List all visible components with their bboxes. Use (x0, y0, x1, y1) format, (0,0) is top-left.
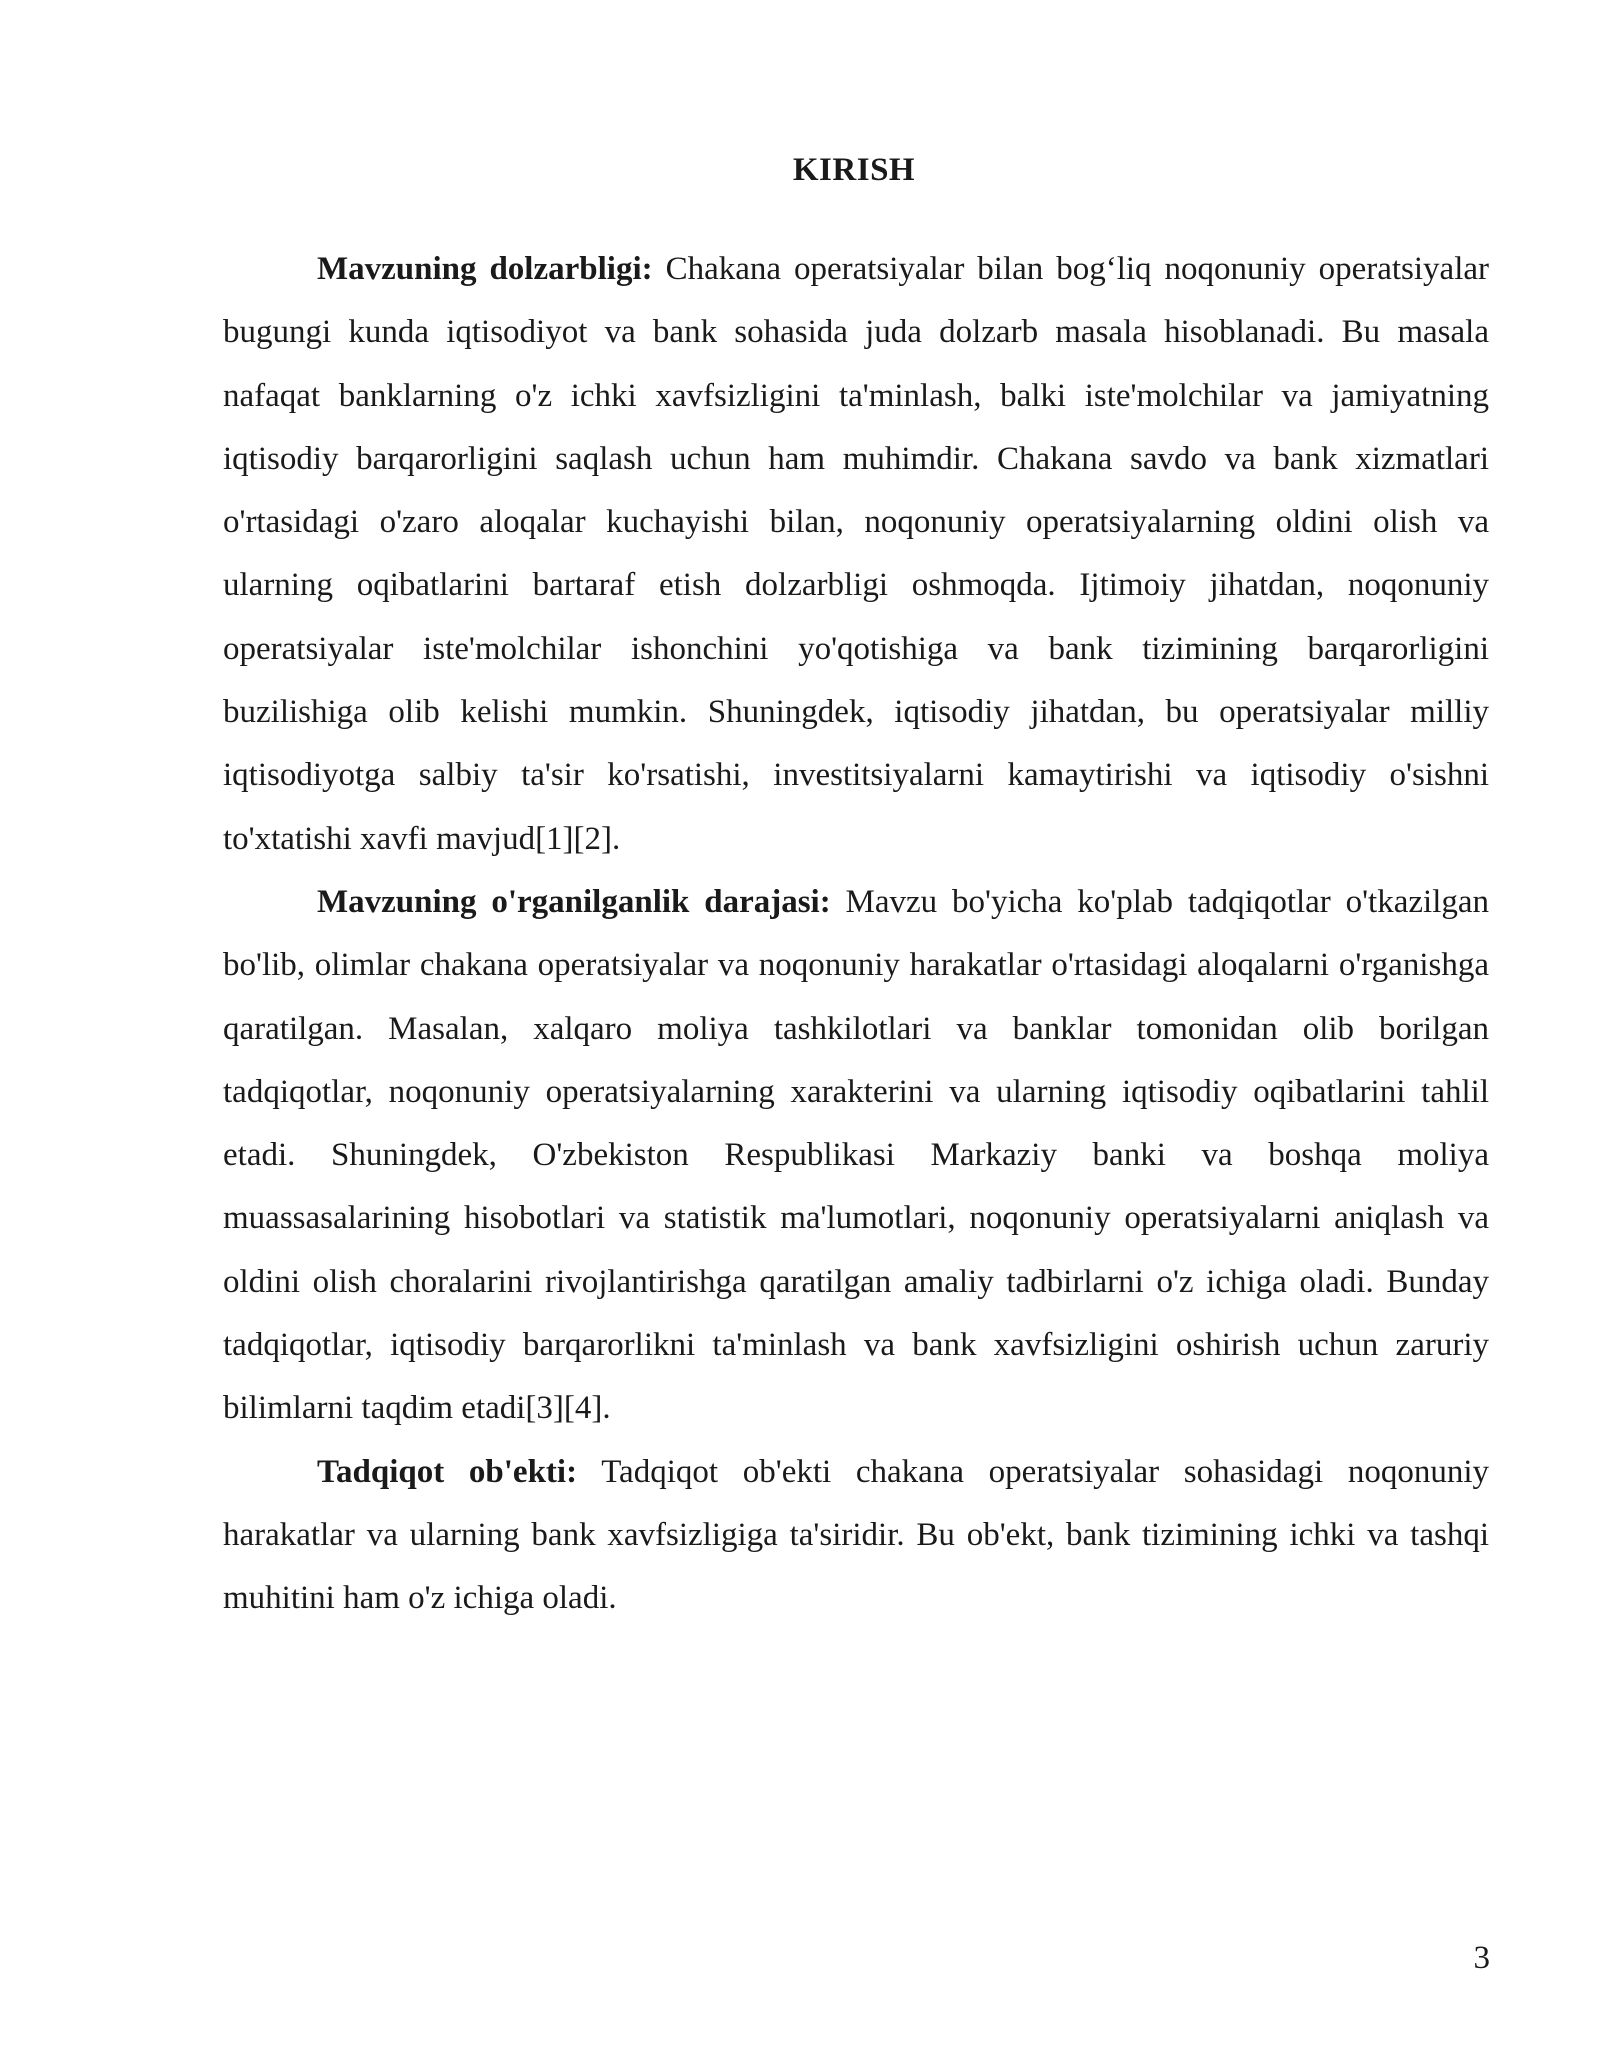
paragraph-research-object (223, 1441, 1489, 1631)
paragraph-relevance (223, 238, 1489, 871)
body-text (223, 238, 1489, 1631)
paragraph-text-research-object: Tadqiqot ob'ekti chakana operatsiyalar sohasidagi noqonuniy harakatlar va ularning bank xavfsizligiga ta'siridir. Bu ob'ekt, bank tizimining ichki va tashqi muhitini ham o'z ichiga oladi. (223, 1453, 1489, 1617)
paragraph-lead-relevance: Mavzuning dolzarbligi: (317, 251, 653, 287)
paragraph-text-study-level: Mavzu bo'yicha ko'plab tadqiqotlar o'tkazilgan bo'lib, olimlar chakana operatsiyalar va noqonuniy harakatlar o'rtasidagi aloqalarni o'rganishga qaratilgan. Masalan, xalqaro moliya tashkilotlari va banklar tomonidan olib borilgan tadqiqotlar, noqonuniy operatsiyalarning xarakterini va ularning iqtisodiy oqibatlarini tahlil etadi. Shuningdek, O'zbekiston Respublikasi Markaziy banki va boshqa moliya muassasalarining hisobotlari va statistik ma'lumotlari, noqonuniy operatsiyalarni aniqlash va oldini olish choralarini rivojlantirishga qaratilgan amaliy tadbirlarni o'z ichiga oladi. Bunday tadqiqotlar, iqtisodiy barqarorlikni ta'minlash va bank xavfsizligini oshirish uchun zaruriy bilimlarni taqdim etadi[3][4]. (223, 883, 1490, 1427)
page-title: KIRISH (792, 152, 916, 188)
page-number: 3 (1473, 1940, 1490, 1976)
paragraph-text-relevance: Chakana operatsiyalar bilan bog‘liq noqonuniy operatsiyalar bugungi kunda iqtisodiyot va bank sohasida juda dolzarb masala hisoblanadi. Bu masala nafaqat banklarning o'z ichki xavfsizligini ta'minlash, balki iste'molchilar va jamiyatning iqtisodiy barqarorligini saqlash uchun ham muhimdir. Chakana savdo va bank xizmatlari o'rtasidagi o'zaro aloqalar kuchayishi bilan, noqonuniy operatsiyalarning oldini olish va ularning oqibatlarini bartaraf etish dolzarbligi oshmoqda. Ijtimoiy jihatdan, noqonuniy operatsiyalar iste'molchilar ishonchini yo'qotishiga va bank tizimining barqarorligini buzilishiga olib kelishi mumkin. Shuningdek, iqtisodiy jihatdan, bu operatsiyalar milliy iqtisodiyotga salbiy ta'sir ko'rsatishi, investitsiyalarni kamaytirishi va iqtisodiy o'sishni to'xtatishi xavfi mavjud[1][2]. (223, 251, 1489, 857)
paragraph-lead-study-level: Mavzuning o'rganilganlik darajasi: (317, 883, 831, 920)
paragraph-lead-research-object: Tadqiqot ob'ekti: (317, 1453, 578, 1490)
paragraph-study-level (223, 871, 1489, 1441)
